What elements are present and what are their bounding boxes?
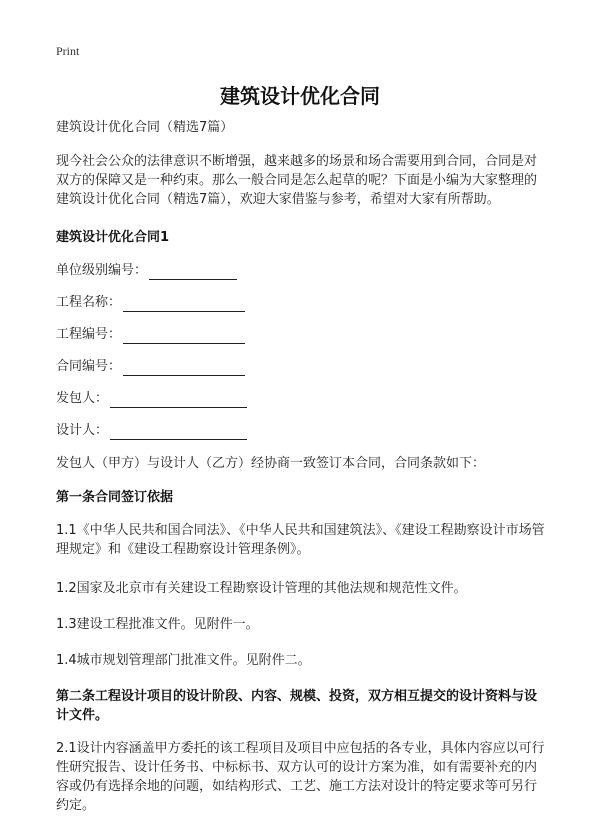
document-title: 建筑设计优化合同 (220, 84, 380, 108)
field-blank-line (110, 393, 247, 408)
field-blank-line (110, 425, 247, 440)
field-blank-line (123, 361, 245, 376)
document-body (56, 118, 548, 815)
article-2-item: 2.1设计内容涵盖甲方委托的该工程项目及项目中应包括的各专业，具体内容应以可行性研究报告、设计任务书、中标标书、双方认可的设计方案为准，如有需要补充的内容或仍有选择余地的问题，如结构形式、工艺、施工方法对设计的特定要求等可另行约定。 (56, 741, 545, 813)
field-contract-number (56, 357, 548, 376)
article-1-item: 1.1《中华人民共和国合同法》、《中华人民共和国建筑法》、《建设工程勘察设计市场管理规定》和《建设工程勘察设计管理条例》。 (56, 523, 545, 557)
article-1-heading: 第一条合同签订依据 (56, 490, 174, 505)
field-label: 单位级别编号： (56, 263, 148, 278)
print-link[interactable]: Print (56, 44, 80, 58)
field-blank-line (149, 265, 237, 280)
article-2-heading: 第二条工程设计项目的设计阶段、内容、规模、投资，双方相互提交的设计资料与设计文件。 (56, 689, 538, 723)
field-designer (56, 421, 548, 440)
agreement-paragraph: 发包人（甲方）与设计人（乙方）经协商一致签订本合同，合同条款如下： (56, 456, 486, 471)
field-label: 合同编号： (56, 359, 122, 374)
field-label: 发包人： (56, 391, 109, 406)
article-1-item: 1.2国家及北京市有关建设工程勘察设计管理的其他法规和规范性文件。 (56, 581, 467, 596)
article-1-item: 1.4城市规划管理部门批准文件。见附件二。 (56, 653, 311, 668)
article-1-item: 1.3建设工程批准文件。见附件一。 (56, 617, 259, 632)
field-label: 工程编号： (56, 327, 122, 342)
field-employer (56, 389, 548, 408)
field-label: 工程名称： (56, 295, 122, 310)
contract-1-heading: 建筑设计优化合同1 (56, 230, 170, 245)
field-blank-line (123, 297, 245, 312)
field-project-number (56, 325, 548, 344)
field-unit-level-number (56, 261, 548, 280)
intro-paragraph: 现今社会公众的法律意识不断增强，越来越多的场景和场合需要用到合同，合同是对双方的保障又是一种约束。那么一般合同是怎么起草的呢？下面是小编为大家整理的建筑设计优化合同（精选7篇），欢迎大家借鉴与参考，希望对大家有所帮助。 (56, 154, 538, 207)
field-project-name (56, 293, 548, 312)
document-subtitle: 建筑设计优化合同（精选7篇） (56, 120, 234, 135)
field-label: 设计人： (56, 423, 109, 438)
field-blank-line (123, 329, 245, 344)
